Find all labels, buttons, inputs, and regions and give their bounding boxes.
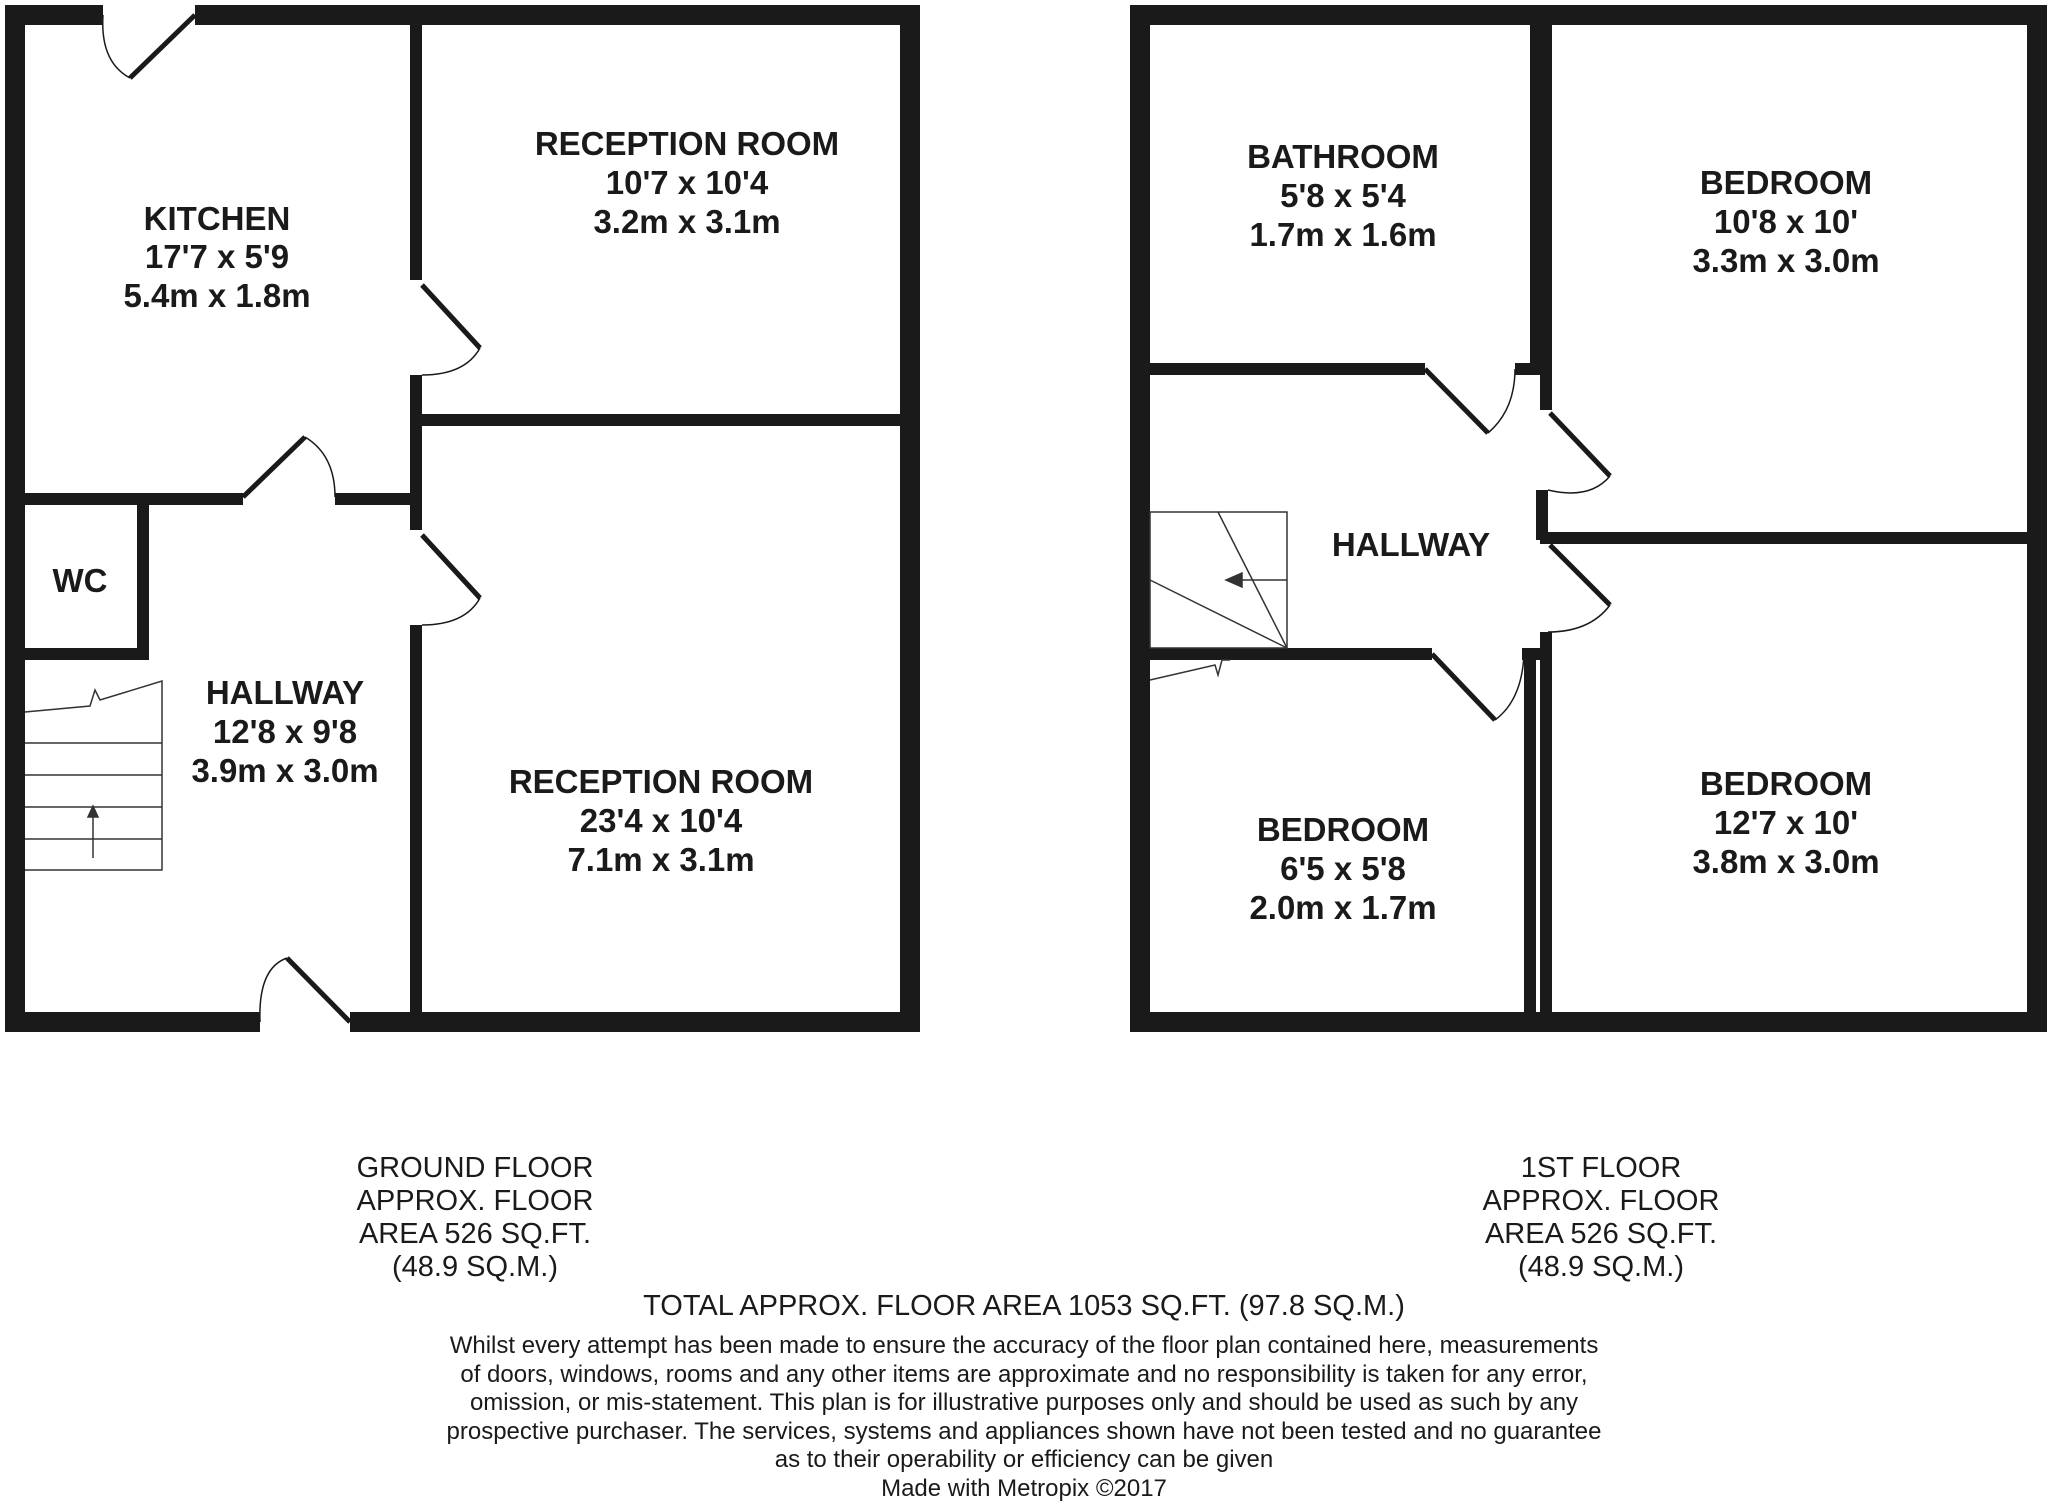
- caption-line: (48.9 SQ.M.): [1518, 1251, 1684, 1283]
- disclaimer-line: as to their operability or efficiency can be given: [774, 1446, 1274, 1473]
- room-name: BEDROOM: [1699, 164, 1873, 201]
- room-dimensions-metric: 3.9m x 3.0m: [191, 752, 379, 789]
- metropix-credit: Made with Metropix ©2017: [881, 1475, 1167, 1502]
- caption-line: APPROX. FLOOR: [1482, 1185, 1720, 1217]
- room-dimensions-imperial: 17'7 x 5'9: [144, 238, 290, 275]
- disclaimer-line: Whilst every attempt has been made to ensure the accuracy of the floor plan contained here, measurements: [449, 1332, 1599, 1359]
- caption-line: AREA 526 SQ.FT.: [1484, 1218, 1718, 1250]
- room-dimensions-metric: 3.2m x 3.1m: [593, 203, 781, 240]
- caption-line: GROUND FLOOR: [356, 1152, 594, 1184]
- first-hallway-label: HALLWAY: [1331, 526, 1491, 563]
- caption-line: (48.9 SQ.M.): [392, 1251, 558, 1283]
- room-dimensions-imperial: 5'8 x 5'4: [1280, 177, 1406, 214]
- caption-line: APPROX. FLOOR: [356, 1185, 594, 1217]
- caption-line: AREA 526 SQ.FT.: [358, 1218, 592, 1250]
- room-name: KITCHEN: [143, 200, 291, 237]
- ground-floor-caption: [325, 1152, 625, 1284]
- disclaimer-line: of doors, windows, rooms and any other items are approximate and no responsibility is taken for any error,: [460, 1360, 1588, 1388]
- room-dimensions-metric: 7.1m x 3.1m: [567, 841, 755, 878]
- total-floor-area: TOTAL APPROX. FLOOR AREA 1053 SQ.FT. (97.8 SQ.M.): [643, 1290, 1405, 1322]
- disclaimer-text: [0, 1332, 2048, 1475]
- ground-hallway-label: [191, 674, 378, 789]
- room-name: BATHROOM: [1247, 138, 1439, 175]
- kitchen-label: [123, 200, 310, 314]
- room-dimensions-metric: 3.3m x 3.0m: [1692, 242, 1880, 279]
- room-name: RECEPTION ROOM: [508, 763, 814, 800]
- room-dimensions-imperial: 6'5 x 5'8: [1280, 850, 1406, 887]
- disclaimer-line: omission, or mis-statement. This plan is for illustrative purposes only and should be used as such by any: [469, 1389, 1579, 1416]
- room-name: BEDROOM: [1699, 765, 1873, 802]
- room-name: HALLWAY: [205, 674, 365, 711]
- room-dimensions-imperial: 23'4 x 10'4: [579, 802, 743, 839]
- room-dimensions-metric: 5.4m x 1.8m: [123, 277, 311, 314]
- wc-label: WC: [52, 562, 108, 599]
- first-floor-caption: [1451, 1152, 1751, 1284]
- room-dimensions-imperial: 12'8 x 9'8: [212, 713, 358, 750]
- room-dimensions-metric: 2.0m x 1.7m: [1249, 889, 1437, 926]
- disclaimer-line: prospective purchaser. The services, systems and appliances shown have not been tested and no guarantee: [446, 1417, 1602, 1445]
- room-dimensions-imperial: 12'7 x 10': [1713, 804, 1859, 841]
- room-dimensions-imperial: 10'7 x 10'4: [605, 164, 769, 201]
- room-name: RECEPTION ROOM: [534, 125, 840, 162]
- room-name: BEDROOM: [1256, 811, 1430, 848]
- caption-line: 1ST FLOOR: [1520, 1152, 1682, 1184]
- room-dimensions-imperial: 10'8 x 10': [1713, 203, 1859, 240]
- bedroom-top-right-label: [1692, 164, 1879, 279]
- room-dimensions-metric: 3.8m x 3.0m: [1692, 843, 1880, 880]
- bedroom-bottom-right-label: [1692, 765, 1879, 880]
- room-dimensions-metric: 1.7m x 1.6m: [1249, 216, 1437, 253]
